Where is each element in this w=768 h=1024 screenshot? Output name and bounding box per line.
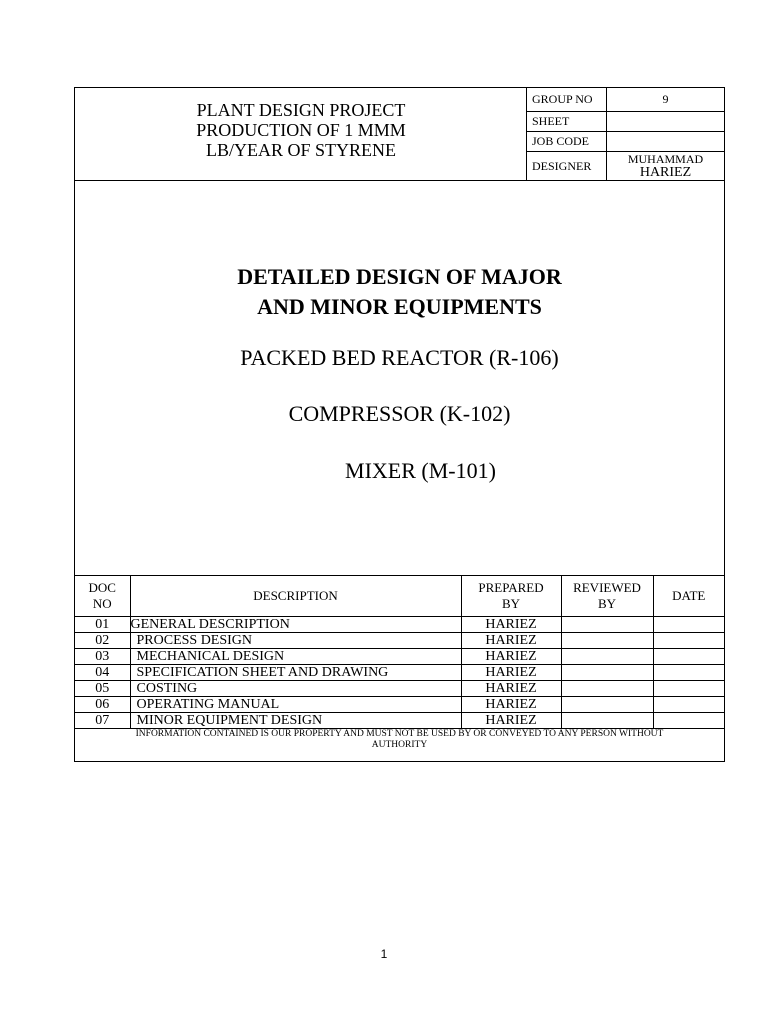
doc-no-cell: 07 (75, 713, 130, 729)
equipment-compressor: COMPRESSOR (K-102) (288, 401, 511, 426)
table-header-row (75, 576, 724, 617)
doc-no-cell: 01 (75, 617, 130, 633)
sheet-label: SHEET (527, 112, 607, 131)
reviewed-by-cell (561, 665, 653, 681)
description-cell: SPECIFICATION SHEET AND DRAWING (130, 665, 461, 681)
reviewed-by-cell (561, 713, 653, 729)
job-code-value (607, 132, 724, 151)
document-title-line: DETAILED DESIGN OF MAJOR (237, 264, 562, 289)
project-title-line: PLANT DESIGN PROJECT (196, 100, 406, 120)
document-index-table (75, 575, 724, 729)
confidentiality-notice-line: INFORMATION CONTAINED IS OUR PROPERTY AND MUST NOT BE USED BY OR CONVEYED TO ANY PERSON WITHOUT (135, 729, 664, 739)
confidentiality-notice (75, 729, 724, 751)
table-row (75, 633, 724, 649)
date-cell (653, 665, 724, 681)
date-cell (653, 697, 724, 713)
equipment-mixer: MIXER (M-101) (345, 458, 496, 483)
prepared-by-cell: HARIEZ (461, 665, 561, 681)
table-row (75, 713, 724, 729)
doc-no-header: DOC NO (75, 576, 130, 617)
description-header: DESCRIPTION (130, 576, 461, 617)
prepared-by-cell: HARIEZ (461, 649, 561, 665)
group-no-label: GROUP NO (527, 88, 607, 111)
date-cell (653, 617, 724, 633)
sheet-value (607, 112, 724, 131)
date-cell (653, 649, 724, 665)
info-row-job-code (527, 132, 724, 152)
reviewed-by-cell (561, 681, 653, 697)
date-cell (653, 681, 724, 697)
reviewed-by-cell (561, 697, 653, 713)
title-block-frame (74, 87, 725, 762)
description-cell: OPERATING MANUAL (130, 697, 461, 713)
confidentiality-notice-line: AUTHORITY (371, 740, 428, 750)
date-cell (653, 713, 724, 729)
document-title (75, 262, 724, 322)
equipment-packed-bed-reactor: PACKED BED REACTOR (R-106) (240, 345, 559, 370)
prepared-by-cell: HARIEZ (461, 681, 561, 697)
project-title-line: PRODUCTION OF 1 MMM (196, 120, 406, 140)
info-table (526, 88, 724, 180)
prepared-by-cell: HARIEZ (461, 697, 561, 713)
page-number: 1 (380, 947, 388, 961)
info-row-designer (527, 152, 724, 180)
document-title-line: AND MINOR EQUIPMENTS (257, 294, 542, 319)
project-title-line: LB/YEAR OF STYRENE (205, 140, 396, 160)
prepared-by-header: PREPARED BY (461, 576, 561, 617)
date-header: DATE (653, 576, 724, 617)
reviewed-by-header: REVIEWED BY (561, 576, 653, 617)
doc-no-cell: 04 (75, 665, 130, 681)
description-cell: GENERAL DESCRIPTION (130, 617, 461, 633)
reviewed-by-cell (561, 649, 653, 665)
job-code-label: JOB CODE (527, 132, 607, 151)
designer-value (607, 152, 724, 180)
table-row (75, 665, 724, 681)
doc-no-cell: 02 (75, 633, 130, 649)
reviewed-by-cell (561, 633, 653, 649)
prepared-by-cell: HARIEZ (461, 617, 561, 633)
description-cell: PROCESS DESIGN (130, 633, 461, 649)
doc-no-cell: 03 (75, 649, 130, 665)
prepared-by-cell: HARIEZ (461, 633, 561, 649)
table-row (75, 617, 724, 633)
reviewed-by-cell (561, 617, 653, 633)
description-cell: MINOR EQUIPMENT DESIGN (130, 713, 461, 729)
designer-label: DESIGNER (527, 152, 607, 180)
designer-last-name: HARIEZ (639, 165, 692, 180)
table-row (75, 649, 724, 665)
info-row-group-no (527, 88, 724, 112)
date-cell (653, 633, 724, 649)
group-no-value: 9 (662, 92, 669, 106)
prepared-by-cell: HARIEZ (461, 713, 561, 729)
doc-no-cell: 05 (75, 681, 130, 697)
doc-no-cell: 06 (75, 697, 130, 713)
description-cell: COSTING (130, 681, 461, 697)
header-block (75, 88, 724, 181)
table-row (75, 697, 724, 713)
designer-first-name: MUHAMMAD (627, 152, 704, 166)
table-row (75, 681, 724, 697)
description-cell: MECHANICAL DESIGN (130, 649, 461, 665)
info-row-sheet (527, 112, 724, 132)
project-title (145, 100, 457, 160)
